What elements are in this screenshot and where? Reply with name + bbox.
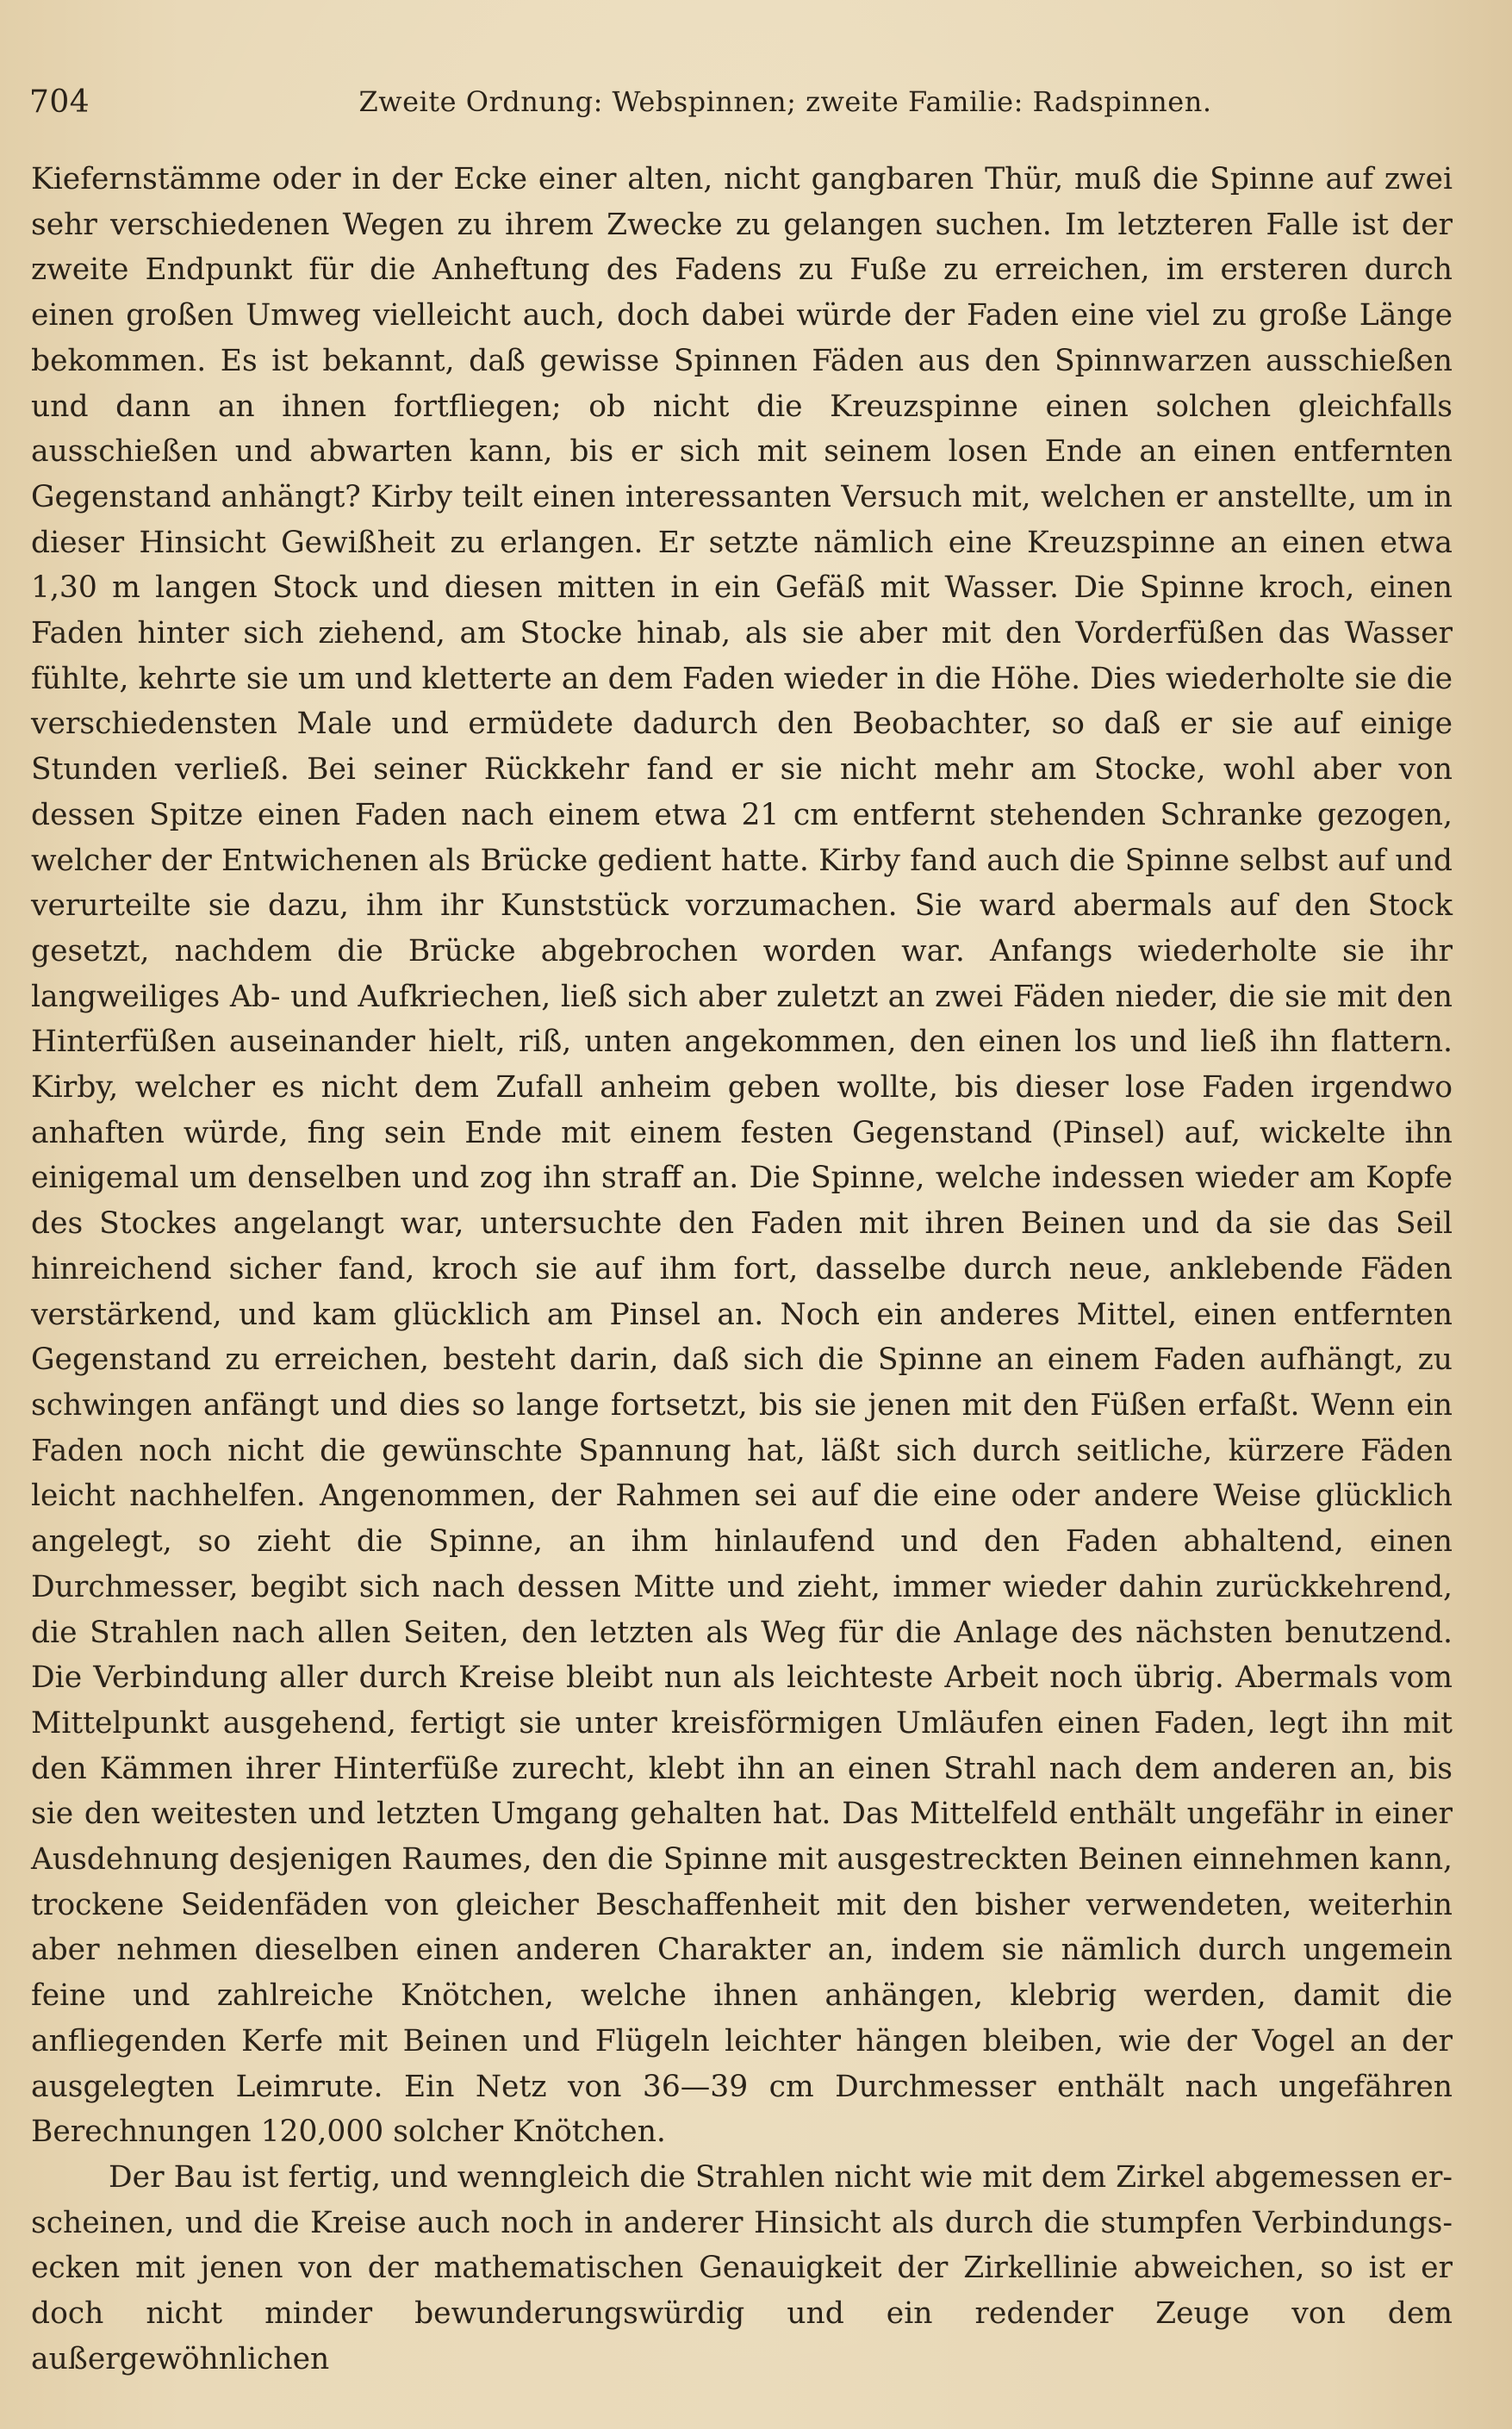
body-text	[31, 157, 1453, 2382]
paragraph-1: Kiefernstämme oder in der Ecke einer alten, nicht gangbaren Thür, muß die Spinne auf zwei sehr verschiedenen Wegen zu ihrem Zwecke zu gelangen suchen. Im letzteren Falle ist der zweite Endpunkt für die Anheftung des Fadens zu Fuße zu erreichen, im ersteren durch einen großen Umweg vielleicht auch, doch dabei würde der Faden eine viel zu große Länge bekommen. Es ist bekannt, daß gewisse Spinnen Fäden aus den Spinnwarzen ausschießen und dann an ihnen fortfliegen; ob nicht die Kreuzspinne einen solchen gleichfalls ausschießen und abwarten kann, bis er sich mit seinem losen Ende an einen entfernten Gegenstand anhängt? Kirby teilt einen interessanten Versuch mit, welchen er anstellte, um in dieser Hinsicht Gewißheit zu erlangen. Er setzte nämlich eine Kreuzspinne an einen etwa 1,30 m langen Stock und diesen mitten in ein Gefäß mit Wasser. Die Spinne kroch, einen Faden hinter sich ziehend, am Stocke hinab, als sie aber mit den Vorderfüßen das Wasser fühlte, kehrte sie um und kletterte an dem Faden wieder in die Höhe. Dies wiederholte sie die verschiedensten Male und ermüdete dadurch den Beobachter, so daß er sie auf einige Stunden verließ. Bei seiner Rückkehr fand er sie nicht mehr am Stocke, wohl aber von dessen Spitze einen Faden nach einem etwa 21 cm entfernt stehenden Schranke gezogen, welcher der Entwichenen als Brücke gedient hatte. Kirby fand auch die Spinne selbst auf und verurteilte sie dazu, ihm ihr Kunststück vorzumachen. Sie ward abermals auf den Stock gesetzt, nachdem die Brücke abgebrochen worden war. Anfangs wiederholte sie ihr langweiliges Ab- und Aufkriechen, ließ sich aber zuletzt an zwei Fäden nieder, die sie mit den Hinterfüßen auseinander hielt, riß, unten angekommen, den einen los und ließ ihn flattern. Kirby, welcher es nicht dem Zufall anheim geben wollte, bis dieser lose Faden irgendwo anhaften würde, fing sein Ende mit einem festen Gegenstand (Pinsel) auf, wickelte ihn einigemal um denselben und zog ihn straff an. Die Spinne, welche indessen wieder am Kopfe des Stockes angelangt war, untersuchte den Faden mit ihren Beinen und da sie das Seil hinreichend sicher fand, kroch sie auf ihm fort, dasselbe durch neue, anklebende Fäden verstärkend, und kam glücklich am Pinsel an. Noch ein anderes Mittel, einen entfernten Gegenstand zu erreichen, besteht darin, daß sich die Spinne an einem Faden aufhängt, zu schwingen anfängt und dies so lange fortsetzt, bis sie jenen mit den Füßen erfaßt. Wenn ein Faden noch nicht die gewünschte Spannung hat, läßt sich durch seitliche, kürzere Fäden leicht nachhelfen. Angenommen, der Rahmen sei auf die eine oder andere Weise glücklich angelegt, so zieht die Spinne, an ihm hinlaufend und den Faden abhaltend, einen Durchmesser, begibt sich nach dessen Mitte und zieht, immer wieder dahin zurückkehrend, die Strahlen nach allen Seiten, den letzten als Weg für die Anlage des nächsten benutzend. Die Verbindung aller durch Kreise bleibt nun als leichteste Arbeit noch übrig. Abermals vom Mittelpunkt ausgehend, fertigt sie unter kreisförmigen Umläufen einen Faden, legt ihn mit den Kämmen ihrer Hinterfüße zurecht, klebt ihn an einen Strahl nach dem anderen an, bis sie den weitesten und letzten Umgang gehalten hat. Das Mittelfeld enthält ungefähr in einer Ausdehnung desjenigen Raumes, den die Spinne mit ausgestreckten Beinen einnehmen kann, trockene Seidenfäden von gleicher Beschaffenheit mit den bisher verwendeten, weiterhin aber nehmen dieselben einen anderen Charakter an, indem sie nämlich durch ungemein feine und zahlreiche Knötchen, welche ihnen anhängen, klebrig werden, damit die anfliegenden Kerfe mit Beinen und Flügeln leichter hängen bleiben, wie der Vogel an der ausgelegten Leimrute. Ein Netz von 36—39 cm Durchmesser enthält nach ungefähren Berechnungen 120,000 solcher Knötchen.	[31, 162, 1453, 2150]
page-number: 704	[29, 84, 90, 120]
paragraph-2: Der Bau ist fertig, und wenngleich die Strahlen nicht wie mit dem Zirkel abgemessen erscheinen, und die Kreise auch noch in anderer Hinsicht als durch die stumpfen Verbindungsecken mit jenen von der mathematischen Genauigkeit der Zirkellinie abweichen, so ist er doch nicht minder bewunderungswürdig und ein redender Zeuge von dem außergewöhnlichen	[31, 2159, 1453, 2376]
page-header	[29, 76, 1455, 128]
running-head: Zweite Ordnung: Webspinnen; zweite Familie: Radspinnen.	[358, 85, 1212, 118]
